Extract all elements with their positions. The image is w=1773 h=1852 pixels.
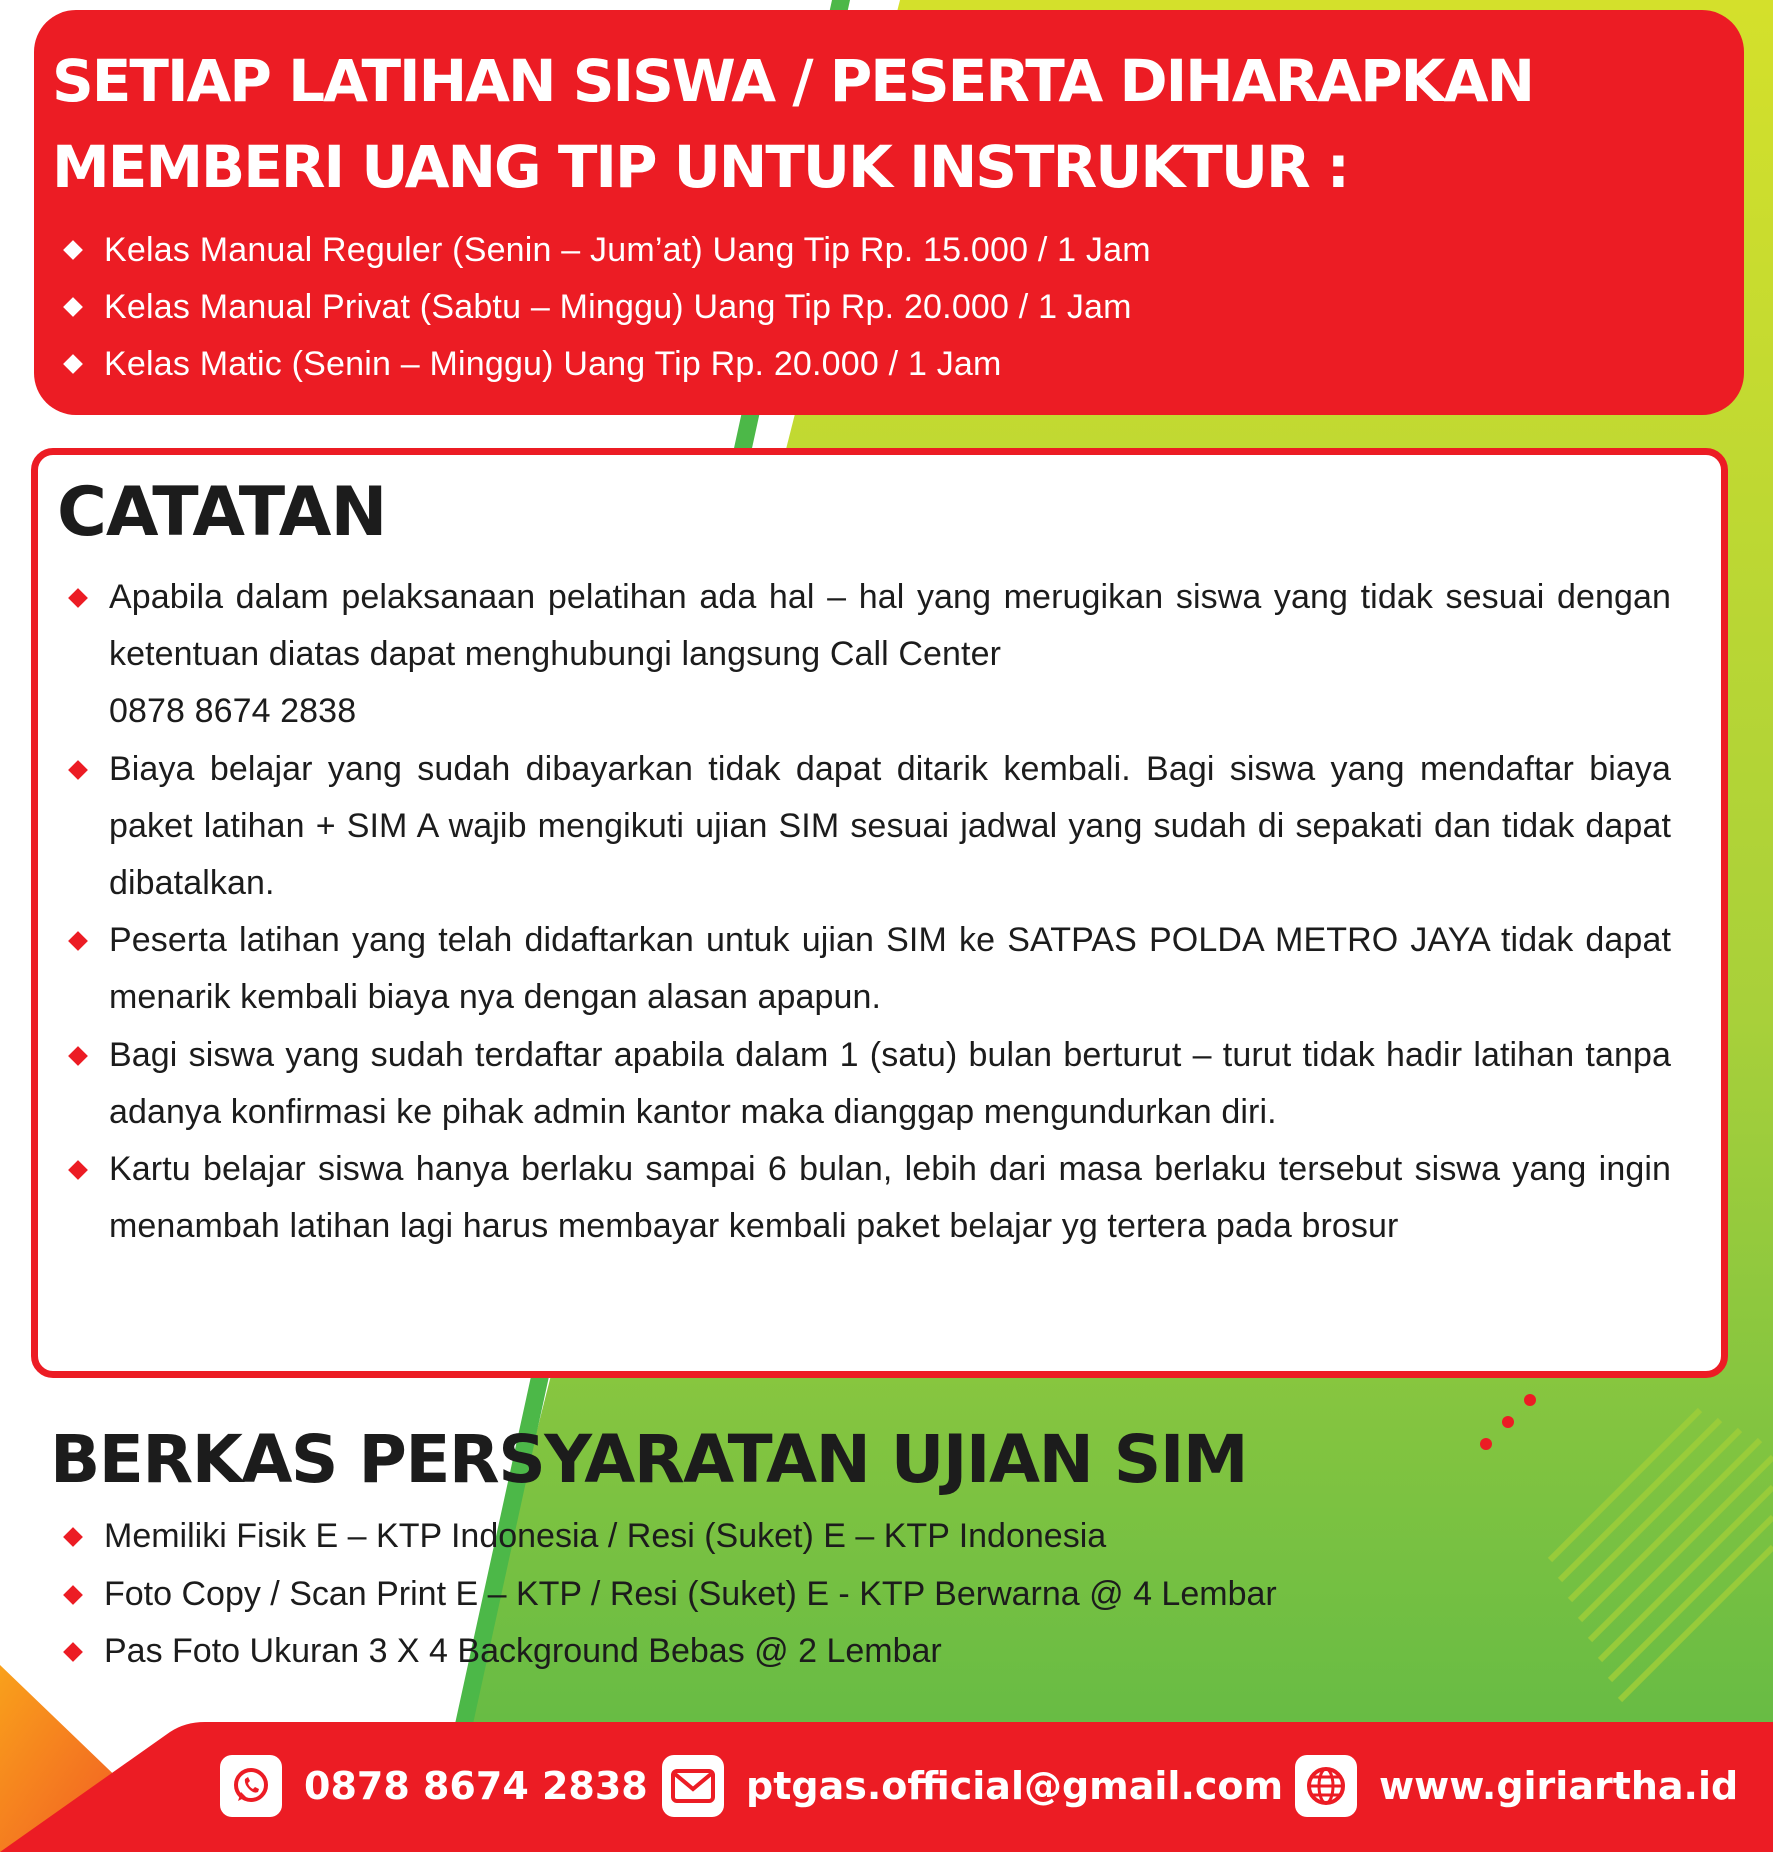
note-item-text: Biaya belajar yang sudah dibayarkan tidak dapat ditarik kembali. Bagi siswa yang mendaftar biaya paket latihan + SIM A wajib mengikuti ujian SIM sesuai jadwal yang sudah di sepakati dan tidak dapat dibatalkan.	[109, 749, 1671, 903]
diamond-bullet-icon	[63, 1585, 83, 1605]
email-text: ptgas.official@gmail.com	[746, 1764, 1284, 1808]
tip-item	[52, 336, 1744, 393]
tip-title	[52, 38, 1744, 210]
diamond-bullet-icon	[63, 297, 83, 317]
email-contact-link[interactable]	[662, 1755, 1283, 1817]
tip-item-text: Kelas Manual Privat (Sabtu – Minggu) Uang Tip Rp. 20.000 / 1 Jam	[104, 288, 1132, 326]
note-item-text: Peserta latihan yang telah didaftarkan untuk ujian SIM ke SATPAS POLDA METRO JAYA tidak dapat menarik kembali biaya nya dengan alasan apapun.	[109, 921, 1671, 1017]
notes-list	[57, 569, 1671, 1255]
diamond-bullet-icon	[63, 354, 83, 374]
diamond-bullet-icon	[63, 1527, 83, 1547]
requirements-list	[50, 1508, 1550, 1681]
tip-list	[52, 222, 1744, 393]
tip-item	[52, 279, 1744, 336]
diamond-bullet-icon	[63, 240, 83, 260]
contact-footer	[0, 1720, 1773, 1852]
note-item-text: Bagi siswa yang sudah terdaftar apabila dalam 1 (satu) bulan berturut – turut tidak hadir latihan tanpa adanya konfirmasi ke pihak admin kantor maka dianggap mengundurkan diri.	[109, 1035, 1671, 1131]
requirement-item	[50, 1508, 1550, 1566]
diamond-bullet-icon	[68, 931, 88, 951]
phone-contact-link[interactable]	[220, 1755, 648, 1817]
requirements-section	[50, 1418, 1550, 1681]
note-item	[57, 741, 1671, 913]
requirement-item	[50, 1623, 1550, 1681]
diamond-bullet-icon	[63, 1642, 83, 1662]
note-item	[57, 1027, 1671, 1141]
note-item-text: Kartu belajar siswa hanya berlaku sampai 6 bulan, lebih dari masa berlaku tersebut siswa yang ingin menambah latihan lagi harus membayar kembali paket belajar yg tertera pada brosur	[109, 1150, 1671, 1246]
tip-item-text: Kelas Matic (Senin – Minggu) Uang Tip Rp. 20.000 / 1 Jam	[104, 345, 1002, 383]
note-item-text: Apabila dalam pelaksanaan pelatihan ada hal – hal yang merugikan siswa yang tidak sesuai dengan ketentuan diatas dapat menghubungi langsung Call Center	[109, 578, 1671, 674]
requirement-item-text: Foto Copy / Scan Print E – KTP / Resi (Suket) E - KTP Berwarna @ 4 Lembar	[104, 1574, 1277, 1613]
note-item	[57, 912, 1671, 1026]
note-item	[57, 569, 1671, 741]
diamond-bullet-icon	[68, 760, 88, 780]
call-center-phone: 0878 8674 2838	[109, 692, 357, 731]
tip-title-line1: SETIAP LATIHAN SISWA / PESERTA DIHARAPKAN	[52, 47, 1534, 115]
requirement-item-text: Memiliki Fisik E – KTP Indonesia / Resi (Suket) E – KTP Indonesia	[104, 1517, 1107, 1555]
tip-item	[52, 222, 1744, 279]
tip-item-text: Kelas Manual Reguler (Senin – Jum’at) Uang Tip Rp. 15.000 / 1 Jam	[104, 231, 1151, 269]
requirement-item	[50, 1566, 1550, 1624]
diamond-bullet-icon	[68, 1160, 88, 1180]
note-item	[57, 1141, 1671, 1255]
diamond-bullet-icon	[68, 588, 88, 608]
whatsapp-icon	[220, 1755, 282, 1817]
requirements-title: BERKAS PERSYARATAN UJIAN SIM	[50, 1421, 1248, 1498]
notes-panel	[31, 448, 1728, 1378]
tip-panel	[34, 10, 1744, 415]
website-contact-link[interactable]	[1295, 1755, 1738, 1817]
globe-icon	[1295, 1755, 1357, 1817]
tip-title-line2: MEMBERI UANG TIP UNTUK INSTRUKTUR :	[52, 133, 1349, 201]
notes-title: CATATAN	[57, 473, 387, 552]
requirement-item-text: Pas Foto Ukuran 3 X 4 Background Bebas @ 2 Lembar	[104, 1632, 942, 1670]
website-text: www.giriartha.id	[1379, 1764, 1739, 1808]
diamond-bullet-icon	[68, 1046, 88, 1066]
envelope-icon	[662, 1755, 724, 1817]
phone-text: 0878 8674 2838	[304, 1764, 648, 1808]
